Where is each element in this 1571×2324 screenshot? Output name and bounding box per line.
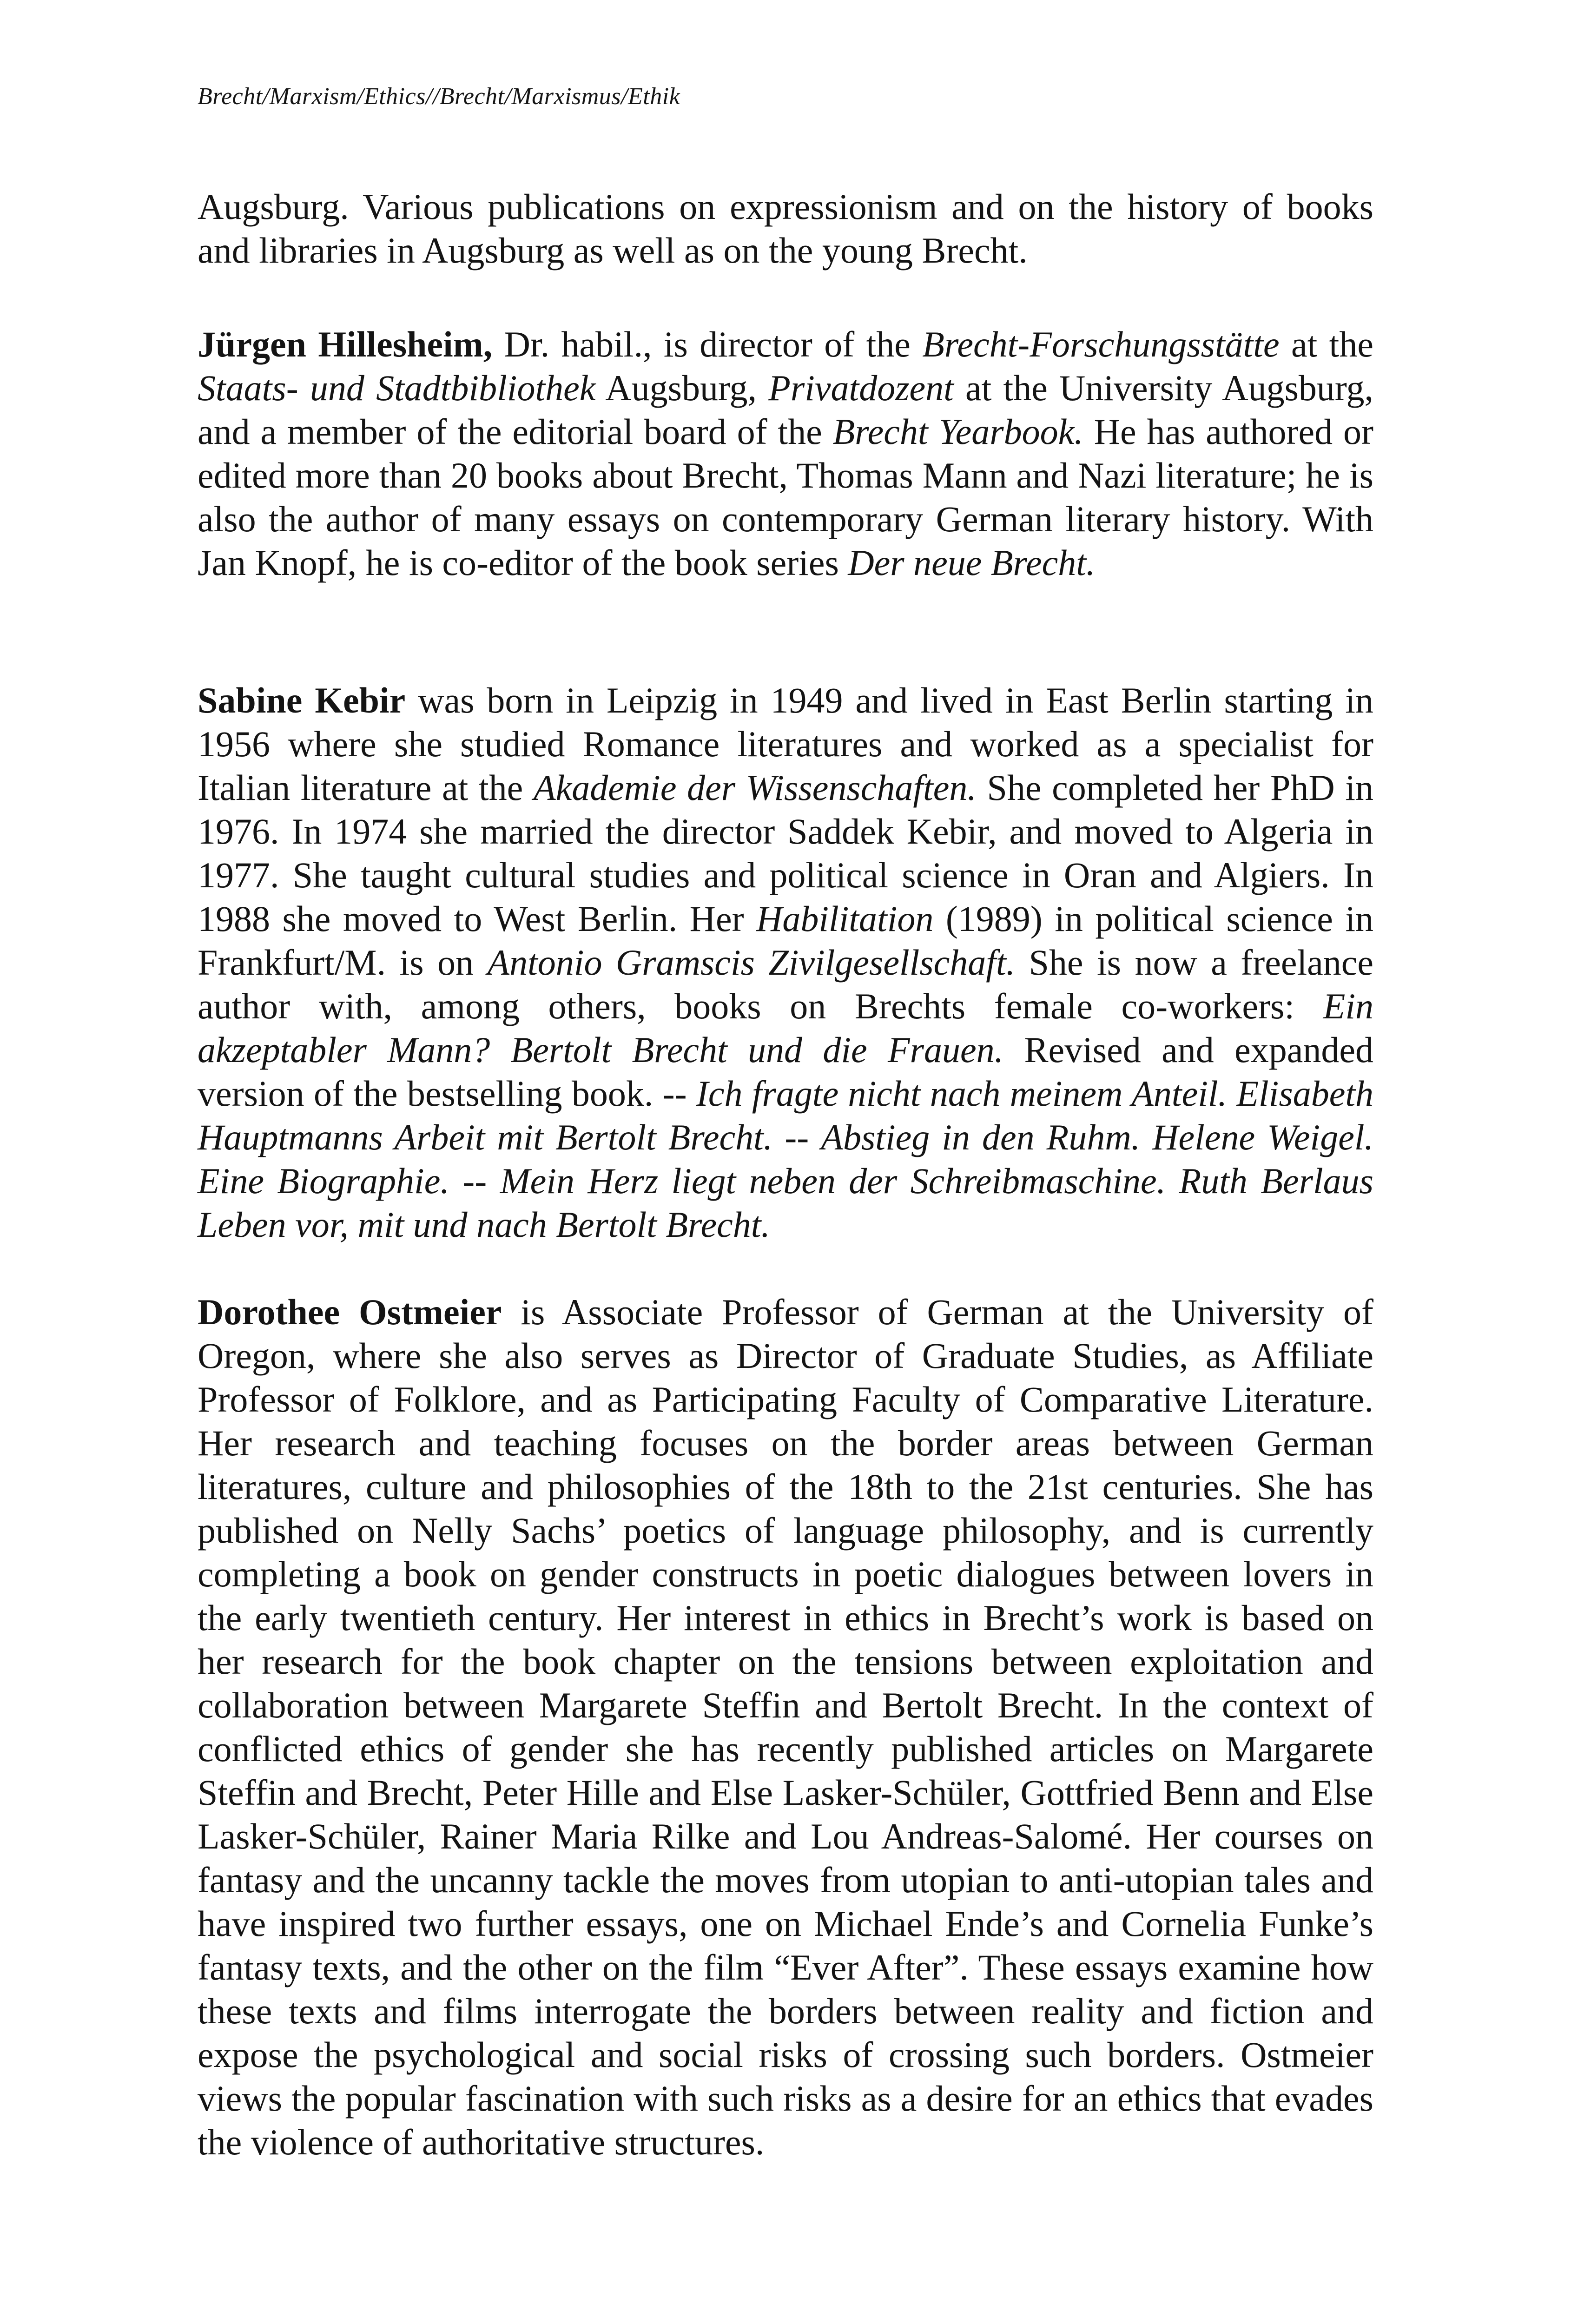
continuation-paragraph: Augsburg. Various publications on expressionism and on the history of books and libraries in Augsburg as well as on the young Brecht. <box>198 186 1373 271</box>
bio-ostmeier <box>198 1290 1373 2164</box>
bio-hillesheim <box>198 323 1373 585</box>
running-header: Brecht/Marxism/Ethics//Brecht/Marxismus/Ethik <box>198 83 680 110</box>
bio-continuation <box>198 185 1373 272</box>
ostmeier-paragraph: Dorothee Ostmeier is Associate Professor of German at the University of Oregon, where she also serves as Director of Graduate Studies, as Affiliate Professor of Folklore, and as Participating Faculty of Comparative Literature. Her research and teaching focuses on the border areas between German literatures, culture and philosophies of the 18th to the 21st centuries. She has published on Nelly Sachs’ poetics of language philosophy, and is currently completing a book on gender constructs in poetic dialogues between lovers in the early twentieth century. Her interest in ethics in Brecht’s work is based on her research for the book chapter on the tensions between exploitation and collaboration between Margarete Steffin and Bertolt Brecht. In the context of conflicted ethics of gender she has recently published articles on Margarete Steffin and Brecht, Peter Hille and Else Lasker-Schüler, Gottfried Benn and Else Lasker-Schüler, Rainer Maria Rilke and Lou Andreas-Salomé. Her courses on fantasy and the uncanny tackle the moves from utopian to anti-utopian tales and have inspired two further essays, one on Michael Ende’s and Cornelia Funke’s fantasy texts, and the other on the film “Ever After”. These essays examine how these texts and films interrogate the borders between reality and fiction and expose the psychological and social risks of crossing such borders. Ostmeier views the popular fascination with such risks as a desire for an ethics that evades the violence of authoritative structures. <box>198 1292 1373 2162</box>
bio-kebir <box>198 679 1373 1247</box>
bio-name-ostmeier: Dorothee Ostmeier <box>198 1292 502 1332</box>
bio-name-kebir: Sabine Kebir <box>198 680 406 720</box>
hillesheim-paragraph: Jürgen Hillesheim, Dr. habil., is director of the Brecht-Forschungsstätte at the Staats- und Stadtbibliothek Augsburg, Privatdozent at the University Augsburg, and a member of the editorial board of the Brecht Yearbook. He has authored or edited more than 20 books about Brecht, Thomas Mann and Nazi literature; he is also the author of many essays on contemporary German literary history. With Jan Knopf, he is co-editor of the book series Der neue Brecht. <box>198 324 1373 583</box>
kebir-paragraph: Sabine Kebir was born in Leipzig in 1949 and lived in East Berlin starting in 1956 where she studied Romance literatures and worked as a specialist for Italian literature at the Akademie der Wissenschaften. She completed her PhD in 1976. In 1974 she married the director Saddek Kebir, and moved to Algeria in 1977. She taught cultural studies and political science in Oran and Algiers. In 1988 she moved to West Berlin. Her Habilitation (1989) in political science in Frankfurt/M. is on Antonio Gramscis Zivilgesellschaft. She is now a freelance author with, among others, books on Brechts female co-workers: Ein akzeptabler Mann? Bertolt Brecht und die Frauen. Revised and expanded version of the bestselling book. -- Ich fragte nicht nach meinem Anteil. Elisabeth Hauptmanns Arbeit mit Bertolt Brecht. -- Abstieg in den Ruhm. Helene Weigel. Eine Biographie. -- Mein Herz liegt neben der Schreibmaschine. Ruth Berlaus Leben vor, mit und nach Bertolt Brecht. <box>198 680 1374 1245</box>
bio-name-hillesheim: Jürgen Hillesheim, <box>198 324 493 364</box>
